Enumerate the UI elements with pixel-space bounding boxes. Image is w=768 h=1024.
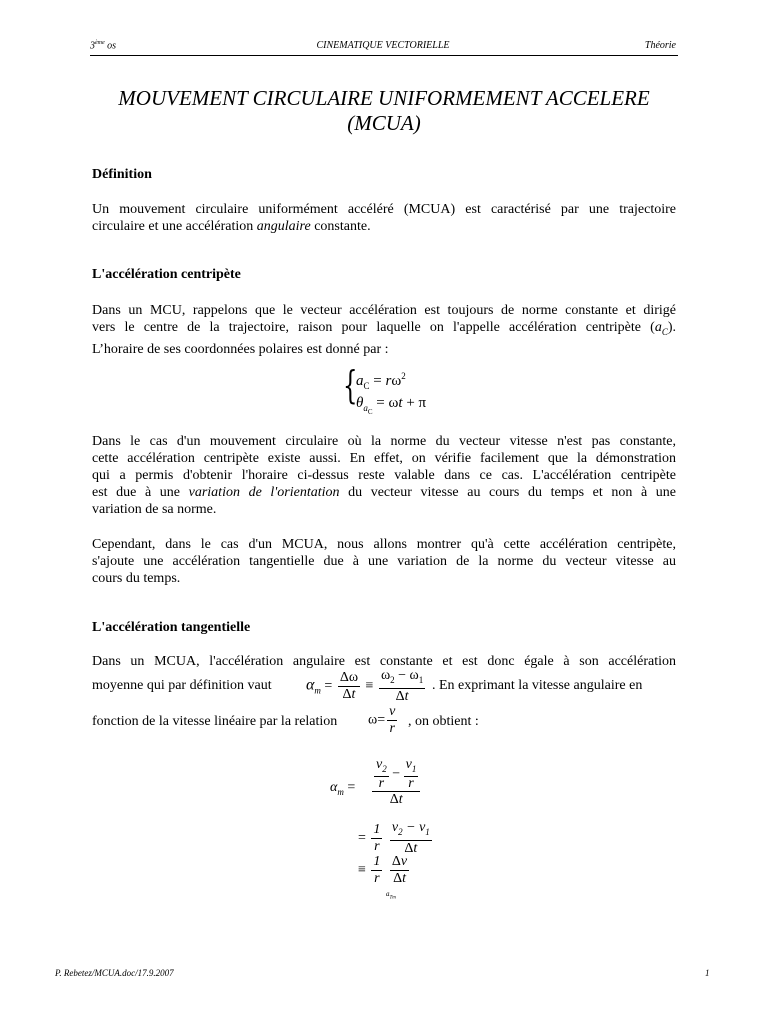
tangentielle-line-2b: . En exprimant la vitesse angulaire en (432, 678, 643, 693)
page-title (90, 86, 678, 136)
footer-document-ref: P. Rebetez/MCUA.doc/17.9.2007 (55, 968, 174, 978)
tangentielle-line-1: Dans un MCUA, l'accélération angulaire est constante et est donc égale à son accélération (92, 654, 676, 669)
tangentielle-line-3a: fonction de la vitesse linéaire par la relation (92, 714, 338, 729)
definition-paragraph: Un mouvement circulaire uniformément accéléré (MCUA) est caractérisé par une trajectoire circulaire et une accélération angulaire constante. (92, 202, 676, 234)
header-section: Théorie (644, 40, 676, 51)
tangentielle-line-2a: moyenne qui par définition vaut (92, 678, 272, 693)
running-header (90, 40, 676, 56)
centripete-paragraph-3: Cependant, dans le cas d'un MCUA, nous allons montrer qu'à cette accélération centripète, s'ajoute une accélération tangentielle due à une variation de la norme du vecteur vitesse au cours du temps. (92, 537, 676, 586)
alpha-m-definition-equation: $\alpha_m$ = $\frac{\Delta\omega}{\Delta t}$ ≡ $\frac{\omega_2 - \omega_1}{\Delta t}$ (306, 668, 424, 704)
centripete-heading: L'accélération centripète (92, 267, 241, 282)
footer-page-number: 1 (705, 968, 710, 978)
header-rule (90, 55, 678, 56)
title-line-2: (MCUA) (347, 111, 421, 135)
centripete-paragraph-2: Dans le cas d'un mouvement circulaire où la norme du vecteur vitesse n'est pas constante, cette accélération centripète existe aussi. En effet, on vérifie facilement que la démonstration qui a permis d'obtenir l'horaire ci-dessus reste valable dans ce cas. L'accélération centripète est due à une variation de l'orientation du vecteur vitesse au cours du temps et non à une variation de sa norme. (92, 434, 676, 517)
tangentielle-heading: L'accélération tangentielle (92, 620, 251, 635)
header-chapter: CINEMATIQUE VECTORIELLE (316, 40, 450, 51)
header-class: 3ème os (90, 40, 117, 52)
definition-heading: Définition (92, 167, 152, 182)
ac-vector-symbol: $a_C$ (654, 320, 668, 337)
centripete-paragraph-1: Dans un MCU, rappelons que le vecteur accélération est toujours de norme constante et dirigé vers le centre de la trajectoire, raison pour laquelle on l'appelle accélération centripète $(a_C)$. L’horaire de ses coordonnées polaires est donné par : (92, 303, 676, 357)
title-line-1: MOUVEMENT CIRCULAIRE UNIFORMEMENT ACCELERE (118, 86, 650, 110)
omega-v-over-r-equation: ω= $\frac{v}{r}$ (368, 704, 396, 736)
tangentielle-line-3b: , on obtient : (408, 714, 479, 729)
